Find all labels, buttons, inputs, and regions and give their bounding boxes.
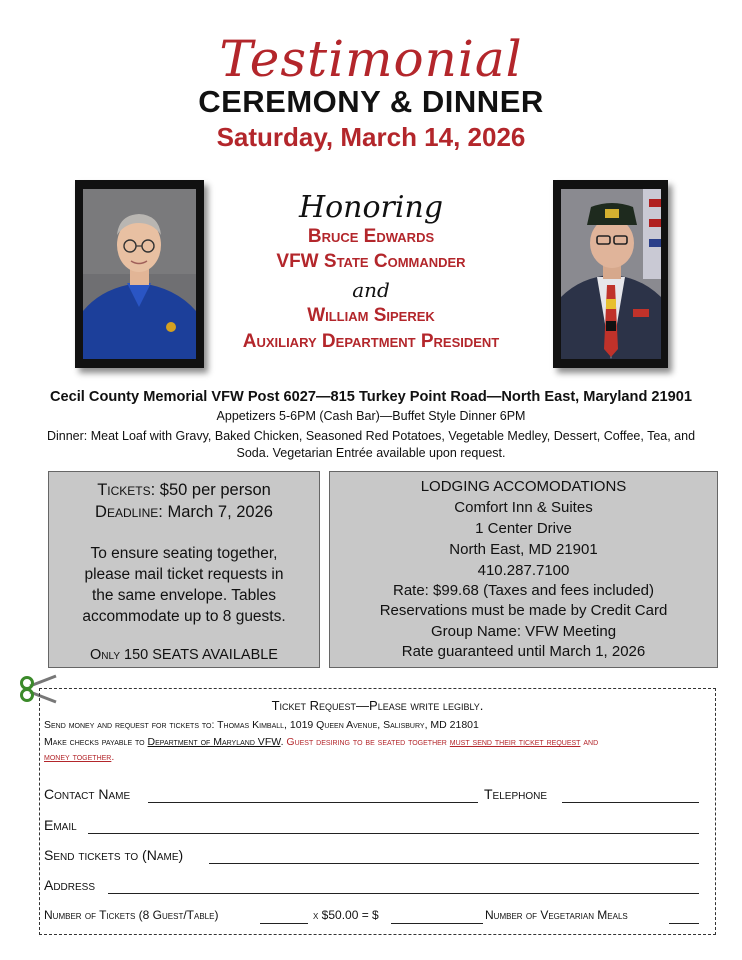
checks-payee: Department of Maryland VFW bbox=[147, 736, 281, 748]
seating-warning-end: . bbox=[111, 751, 115, 763]
and-word: and bbox=[352, 278, 390, 302]
lodging-line: 1 Center Drive bbox=[475, 520, 572, 537]
lodging-box bbox=[329, 471, 718, 668]
telephone-label: Telephone bbox=[484, 786, 548, 802]
honoree2-name: William Siperek bbox=[307, 305, 435, 326]
script-title: Testimonial bbox=[219, 30, 523, 88]
checks-payable-note bbox=[44, 735, 712, 765]
deadline-label: Deadline: bbox=[95, 503, 163, 521]
mail-to-line: Send money and request for tickets to: Thomas Kimball, 1019 Queen Avenue, Salisbury, MD 21801 bbox=[44, 719, 479, 731]
tickets-label: Tickets: bbox=[97, 481, 156, 499]
schedule-line: Appetizers 5-6PM (Cash Bar)—Buffet Style Dinner 6PM bbox=[216, 409, 526, 423]
num-tickets-field[interactable] bbox=[260, 923, 308, 924]
event-title: CEREMONY & DINNER bbox=[198, 84, 544, 119]
seating-note-line: please mail ticket requests in bbox=[84, 566, 284, 583]
checks-prefix: Make checks payable to bbox=[44, 736, 148, 748]
contact-name-field[interactable] bbox=[148, 802, 478, 803]
honoree1-name: Bruce Edwards bbox=[307, 226, 435, 247]
lodging-line: 410.287.7100 bbox=[477, 562, 570, 579]
telephone-field[interactable] bbox=[562, 802, 699, 803]
seats-value: 150 SEATS AVAILABLE bbox=[124, 647, 278, 663]
lodging-line: Group Name: VFW Meeting bbox=[430, 623, 617, 640]
seating-warning-c: and bbox=[580, 736, 599, 748]
tickets-price bbox=[49, 481, 319, 500]
multiply-label: x $50.00 = $ bbox=[313, 908, 379, 922]
send-tickets-field[interactable] bbox=[209, 863, 699, 864]
lodging-line: LODGING ACCOMODATIONS bbox=[420, 478, 627, 495]
veg-meals-label: Number of Vegetarian Meals bbox=[485, 908, 628, 922]
lodging-line: Reservations must be made by Credit Card bbox=[379, 602, 668, 619]
dinner-menu: Dinner: Meat Loaf with Gravy, Baked Chicken, Seasoned Red Potatoes, Vegetable Medley, Dessert, Coffee, Tea, and Soda. Vegetarian Entrée available upon request. bbox=[46, 429, 696, 460]
seating-warning-a: Guest desiring to be seated together bbox=[286, 736, 450, 748]
seating-note-line: the same envelope. Tables bbox=[91, 587, 277, 604]
contact-name-label: Contact Name bbox=[44, 786, 131, 802]
seating-note-line: To ensure seating together, bbox=[90, 545, 278, 562]
email-label: Email bbox=[44, 817, 77, 833]
honoring-label: Honoring bbox=[298, 190, 444, 225]
ticket-request-form bbox=[39, 688, 716, 935]
lodging-line: Rate guaranteed until March 1, 2026 bbox=[401, 643, 646, 660]
num-tickets-label: Number of Tickets (8 Guest/Table) bbox=[44, 908, 219, 922]
form-heading: Ticket Request—Please write legibly. bbox=[271, 698, 484, 713]
seats-label: Only bbox=[90, 647, 120, 663]
lodging-line: Rate: $99.68 (Taxes and fees included) bbox=[393, 582, 654, 599]
honoree2-photo bbox=[553, 180, 668, 368]
venue-address: Cecil County Memorial VFW Post 6027—815 Turkey Point Road—North East, Maryland 21901 bbox=[49, 389, 693, 405]
address-field[interactable] bbox=[108, 893, 699, 894]
seats-available bbox=[49, 647, 319, 663]
deadline-value: March 7, 2026 bbox=[167, 503, 273, 521]
checks-dot: . bbox=[280, 736, 287, 748]
tickets-box bbox=[48, 471, 320, 668]
veg-meals-field[interactable] bbox=[669, 923, 699, 924]
tickets-deadline bbox=[49, 503, 319, 522]
honoree1-photo bbox=[75, 180, 204, 368]
email-field[interactable] bbox=[88, 833, 699, 834]
total-amount-field[interactable] bbox=[391, 923, 483, 924]
send-tickets-label: Send tickets to (Name) bbox=[44, 847, 184, 863]
tickets-value: $50 per person bbox=[159, 481, 271, 499]
honoree2-title: Auxiliary Department President bbox=[242, 331, 500, 352]
address-label: Address bbox=[44, 877, 96, 893]
seating-warning-b: must send their ticket request bbox=[449, 736, 581, 748]
event-date: Saturday, March 14, 2026 bbox=[216, 122, 526, 152]
seating-warning-d: money together bbox=[44, 751, 112, 763]
lodging-line: Comfort Inn & Suites bbox=[454, 499, 593, 516]
lodging-line: North East, MD 21901 bbox=[449, 541, 598, 558]
seating-note-line: accommodate up to 8 guests. bbox=[82, 608, 286, 625]
honoree1-title: VFW State Commander bbox=[276, 251, 466, 272]
